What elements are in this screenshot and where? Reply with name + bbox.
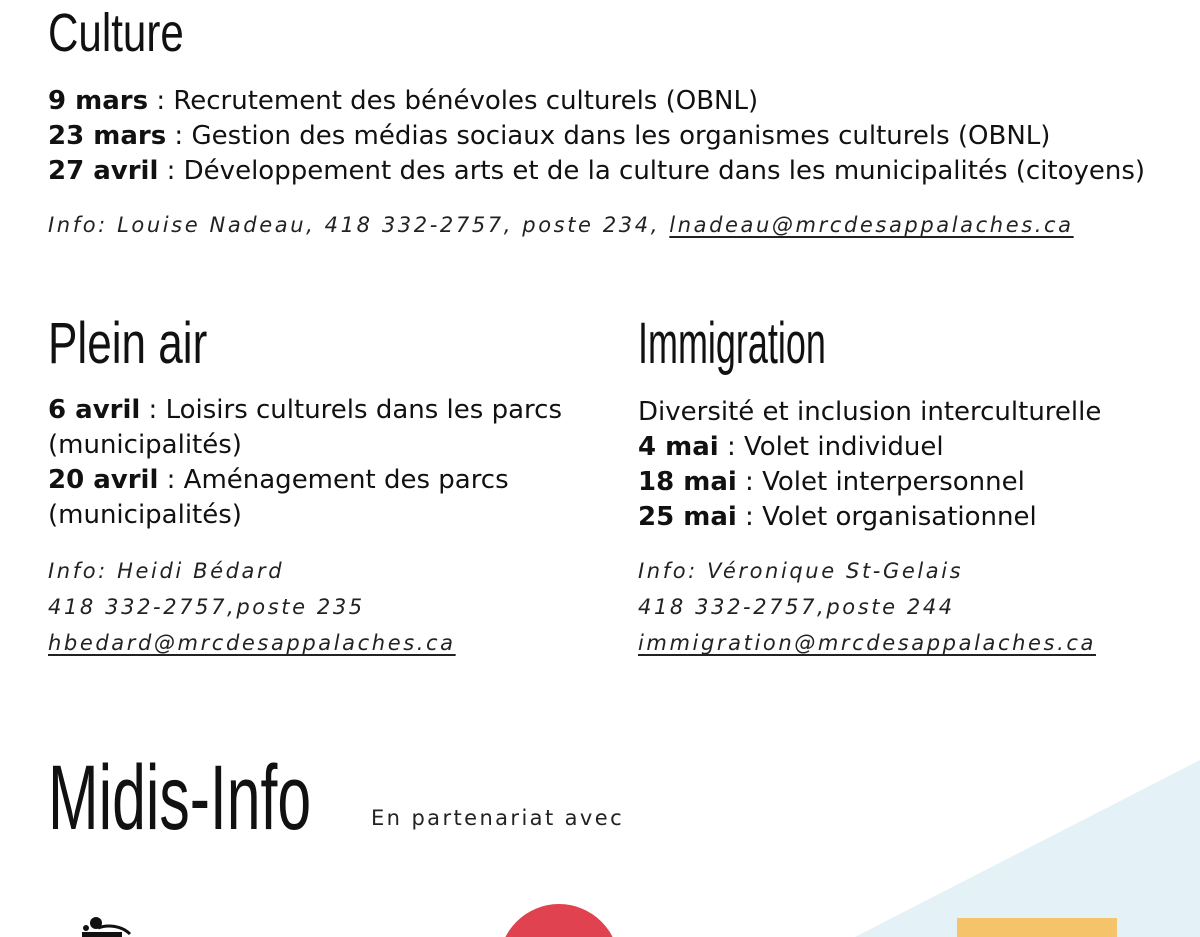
culture-item-2: 23 mars : Gestion des médias sociaux dans les organismes culturels (OBNL) [48, 121, 1051, 151]
plein-air-item-1-cont: (municipalités) [48, 430, 242, 460]
immigration-email-link[interactable]: immigration@mrcdesappalaches.ca [638, 631, 1096, 655]
partner-text: En partenariat avec [371, 806, 625, 830]
culture-item-1: 9 mars : Recrutement des bénévoles culturels (OBNL) [48, 86, 759, 116]
immigration-item-3: 25 mai : Volet organisationnel [638, 502, 1037, 532]
plein-air-info-name: Info: Heidi Bédard [48, 559, 285, 583]
culture-info: Info: Louise Nadeau, 418 332-2757, poste 234, lnadeau@mrcdesappalaches.ca [48, 213, 1074, 237]
partner-logo-figure-icon [78, 914, 138, 937]
immigration-info-email [638, 625, 1096, 661]
culture-item-3: 27 avril : Développement des arts et de la culture dans les municipalités (citoyens) [48, 156, 1146, 186]
immigration-info-phone: 418 332-2757,poste 244 [638, 595, 955, 619]
immigration-item-1: 4 mai : Volet individuel [638, 432, 944, 462]
culture-heading: Culture [48, 3, 184, 63]
immigration-item-2: 18 mai : Volet interpersonnel [638, 467, 1025, 497]
plein-air-item-2-cont: (municipalités) [48, 500, 242, 530]
plein-air-item-1: 6 avril : Loisirs culturels dans les parcs [48, 395, 562, 425]
partner-logo-yellow-block [957, 918, 1117, 937]
plein-air-email-link[interactable]: hbedard@mrcdesappalaches.ca [48, 631, 456, 655]
immigration-info-name: Info: Véronique St-Gelais [638, 559, 964, 583]
culture-email-link[interactable]: lnadeau@mrcdesappalaches.ca [669, 213, 1074, 237]
plein-air-info-phone: 418 332-2757,poste 235 [48, 595, 365, 619]
partner-logo-red-circle [498, 903, 620, 937]
plein-air-heading: Plein air [48, 311, 208, 376]
immigration-intro: Diversité et inclusion interculturelle [638, 397, 1102, 427]
immigration-heading: Immigration [638, 311, 826, 376]
plein-air-info-email [48, 625, 456, 661]
plein-air-item-2: 20 avril : Aménagement des parcs [48, 465, 509, 495]
midis-info-heading: Midis-Info [48, 747, 312, 849]
